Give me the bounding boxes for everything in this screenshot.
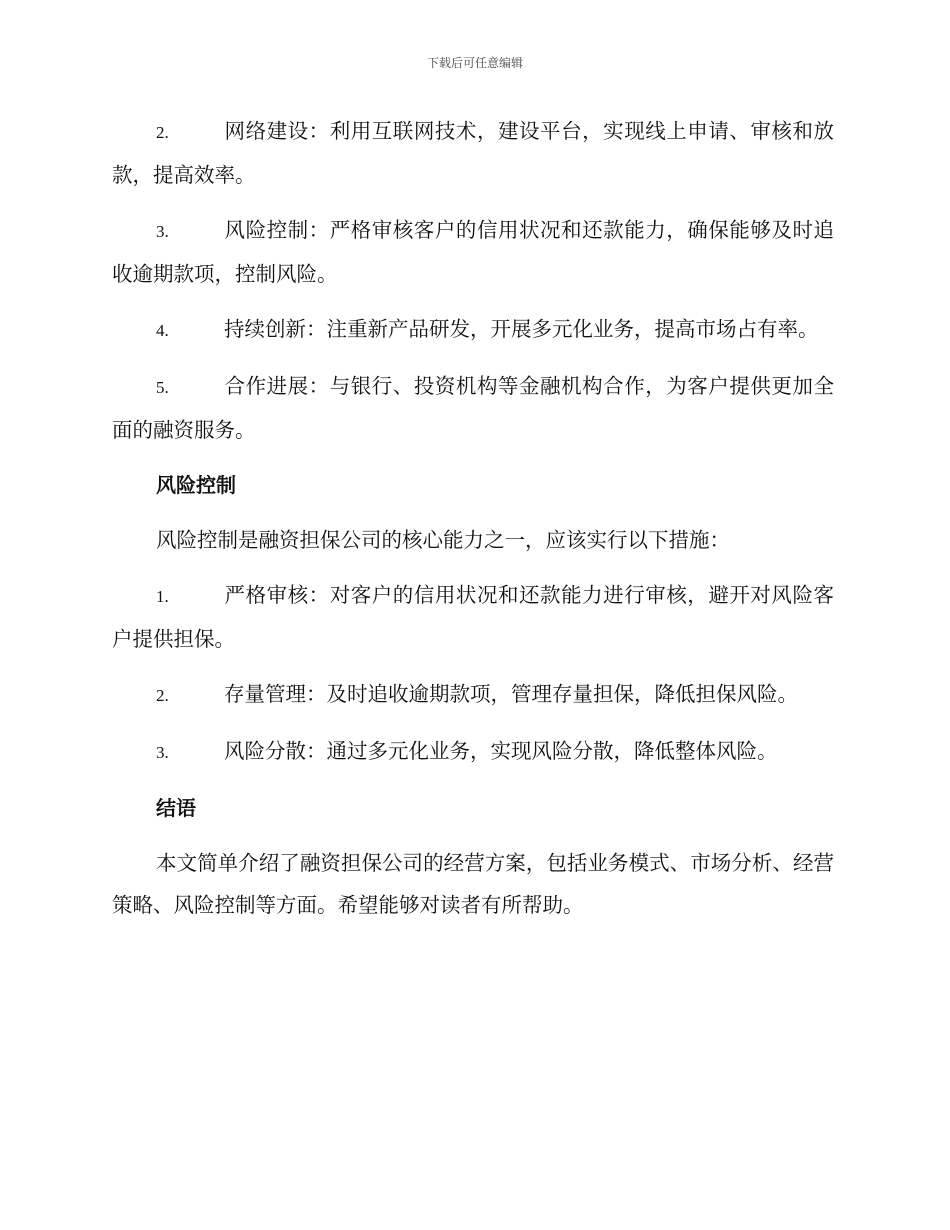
list-item — [112, 308, 834, 352]
list-item-number: 4. — [156, 321, 169, 340]
section-heading-conclusion: 结语 — [156, 796, 196, 820]
section-heading-risk: 风险控制 — [156, 473, 236, 497]
list-item — [112, 730, 834, 774]
list-item-number: 5. — [156, 378, 169, 397]
list-item-number: 2. — [156, 123, 169, 142]
conclusion-paragraph: 本文简单介绍了融资担保公司的经营方案，包括业务模式、市场分析、经营策略、风险控制等方面。希望能够对读者有所帮助。 — [112, 851, 834, 917]
list-item — [112, 673, 834, 717]
list-item — [112, 110, 834, 196]
list-item-number: 1. — [156, 587, 169, 606]
list-item-text: 风险控制：严格审核客户的信用状况和还款能力，确保能够及时追收逾期款项，控制风险。 — [112, 218, 834, 286]
list-item-text: 风险分散：通过多元化业务，实现风险分散，降低整体风险。 — [224, 739, 778, 763]
page-header: 下载后可任意编辑 — [426, 56, 523, 70]
risk-intro-paragraph: 风险控制是融资担保公司的核心能力之一，应该实行以下措施： — [156, 528, 730, 552]
list-item-text: 存量管理：及时追收逾期款项，管理存量担保，降低担保风险。 — [224, 682, 798, 706]
list-item-text: 持续创新：注重新产品研发，开展多元化业务，提高市场占有率。 — [224, 317, 819, 341]
list-item-text: 严格审核：对客户的信用状况和还款能力进行审核，避开对风险客户提供担保。 — [112, 583, 834, 651]
list-item — [112, 574, 834, 660]
document-body — [112, 110, 834, 939]
list-item-text: 合作进展：与银行、投资机构等金融机构合作，为客户提供更加全面的融资服务。 — [112, 374, 834, 442]
list-item-number: 2. — [156, 686, 169, 705]
list-item — [112, 209, 834, 295]
list-item-text: 网络建设：利用互联网技术，建设平台，实现线上申请、审核和放款，提高效率。 — [112, 119, 834, 187]
list-item — [112, 365, 834, 451]
list-item-number: 3. — [156, 222, 169, 241]
list-item-number: 3. — [156, 743, 169, 762]
